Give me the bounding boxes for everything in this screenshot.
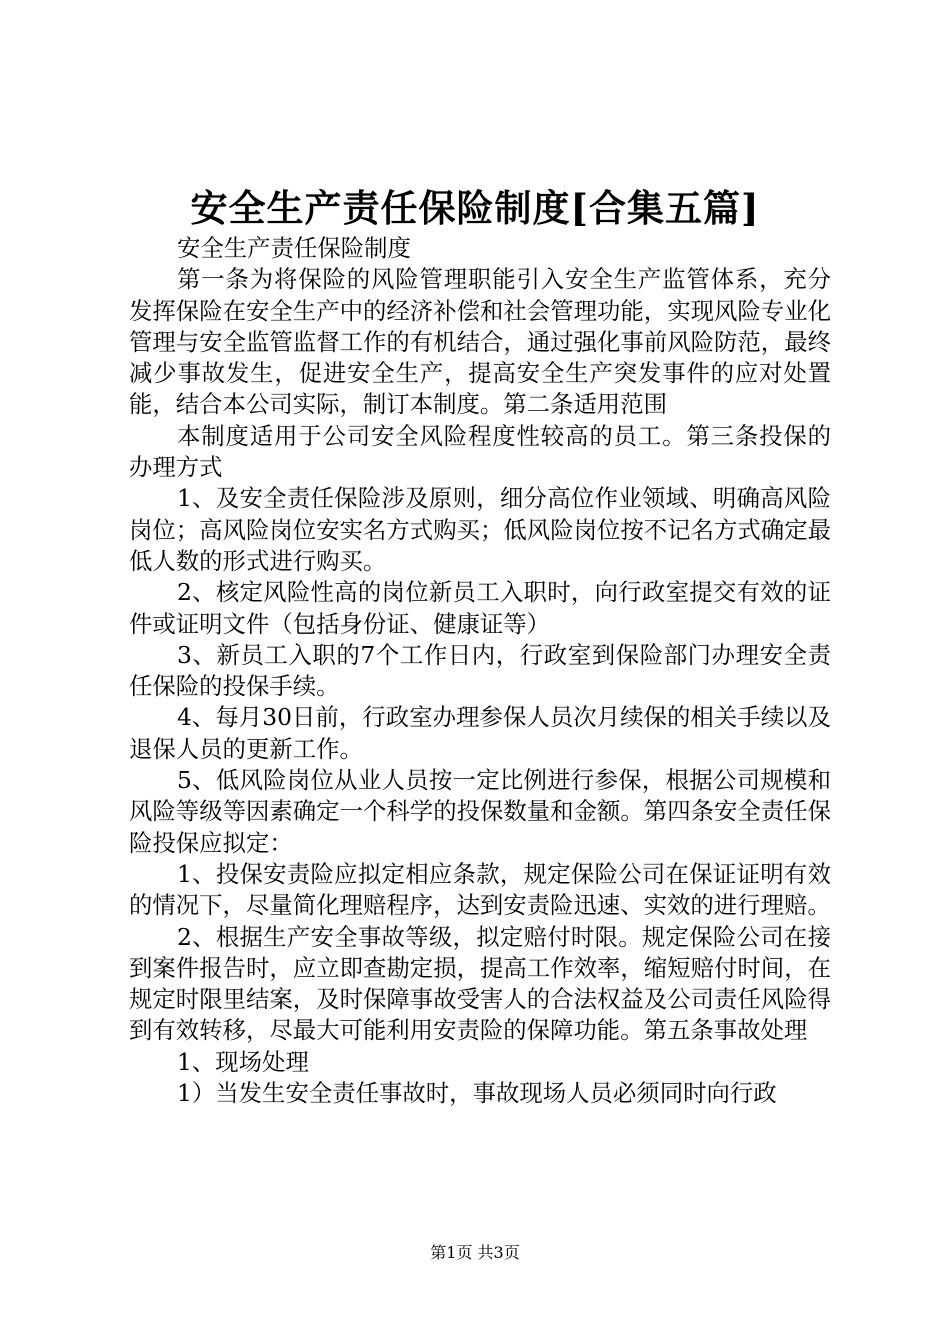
- paragraph: 5、低风险岗位从业人员按一定比例进行参保，根据公司规模和风险等级等因素确定一个科学的投保数量和金额。第四条安全责任保险投保应拟定：: [129, 766, 831, 857]
- paragraph: 1、投保安责险应拟定相应条款，规定保险公司在保证证明有效的情况下，尽量简化理赔程序，达到安责险迅速、实效的进行理赔。: [129, 859, 831, 920]
- paragraph: 2、核定风险性高的岗位新员工入职时，向行政室提交有效的证件或证明文件（包括身份证、健康证等）: [129, 578, 831, 638]
- paragraph: 1）当发生安全责任事故时，事故现场人员必须同时向行政: [177, 1079, 777, 1108]
- paragraph: 2、根据生产安全事故等级，拟定赔付时限。规定保险公司在接到案件报告时，应立即查勘定损，提高工作效率，缩短赔付时间，在规定时限里结案，及时保障事故受害人的合法权益及公司责任风险得到有效转移，尽最大可能利用安责险的保障功能。第五条事故处理: [129, 922, 831, 1045]
- document-body: [129, 233, 831, 1109]
- page-number-footer: 第1页 共3页: [430, 1243, 520, 1262]
- paragraph: 1、现场处理: [177, 1047, 309, 1076]
- paragraph: 本制度适用于公司安全风险程度性较高的员工。第三条投保的办理方式: [129, 421, 831, 482]
- paragraph: 4、每月30日前，行政室办理参保人员次月续保的相关手续以及退保人员的更新工作。: [129, 703, 831, 763]
- paragraph: 1、及安全责任保险涉及原则，细分高位作业领域、明确高风险岗位；高风险岗位安实名方式购买；低风险岗位按不记名方式确定最低人数的形式进行购买。: [129, 484, 831, 575]
- paragraph: 3、新员工入职的7个工作日内，行政室到保险部门办理安全责任保险的投保手续。: [129, 640, 831, 701]
- document-title: 安全生产责任保险制度[合集五篇]: [190, 186, 760, 230]
- paragraph-heading: 安全生产责任保险制度: [177, 234, 411, 262]
- paragraph: 第一条为将保险的风险管理职能引入安全生产监管体系，充分发挥保险在安全生产中的经济补偿和社会管理功能，实现风险专业化管理与安全监管监督工作的有机结合，通过强化事前风险防范，最终减少事故发生，促进安全生产，提高安全生产突发事件的应对处置能，结合本公司实际，制订本制度。第二条适用范围: [129, 265, 831, 419]
